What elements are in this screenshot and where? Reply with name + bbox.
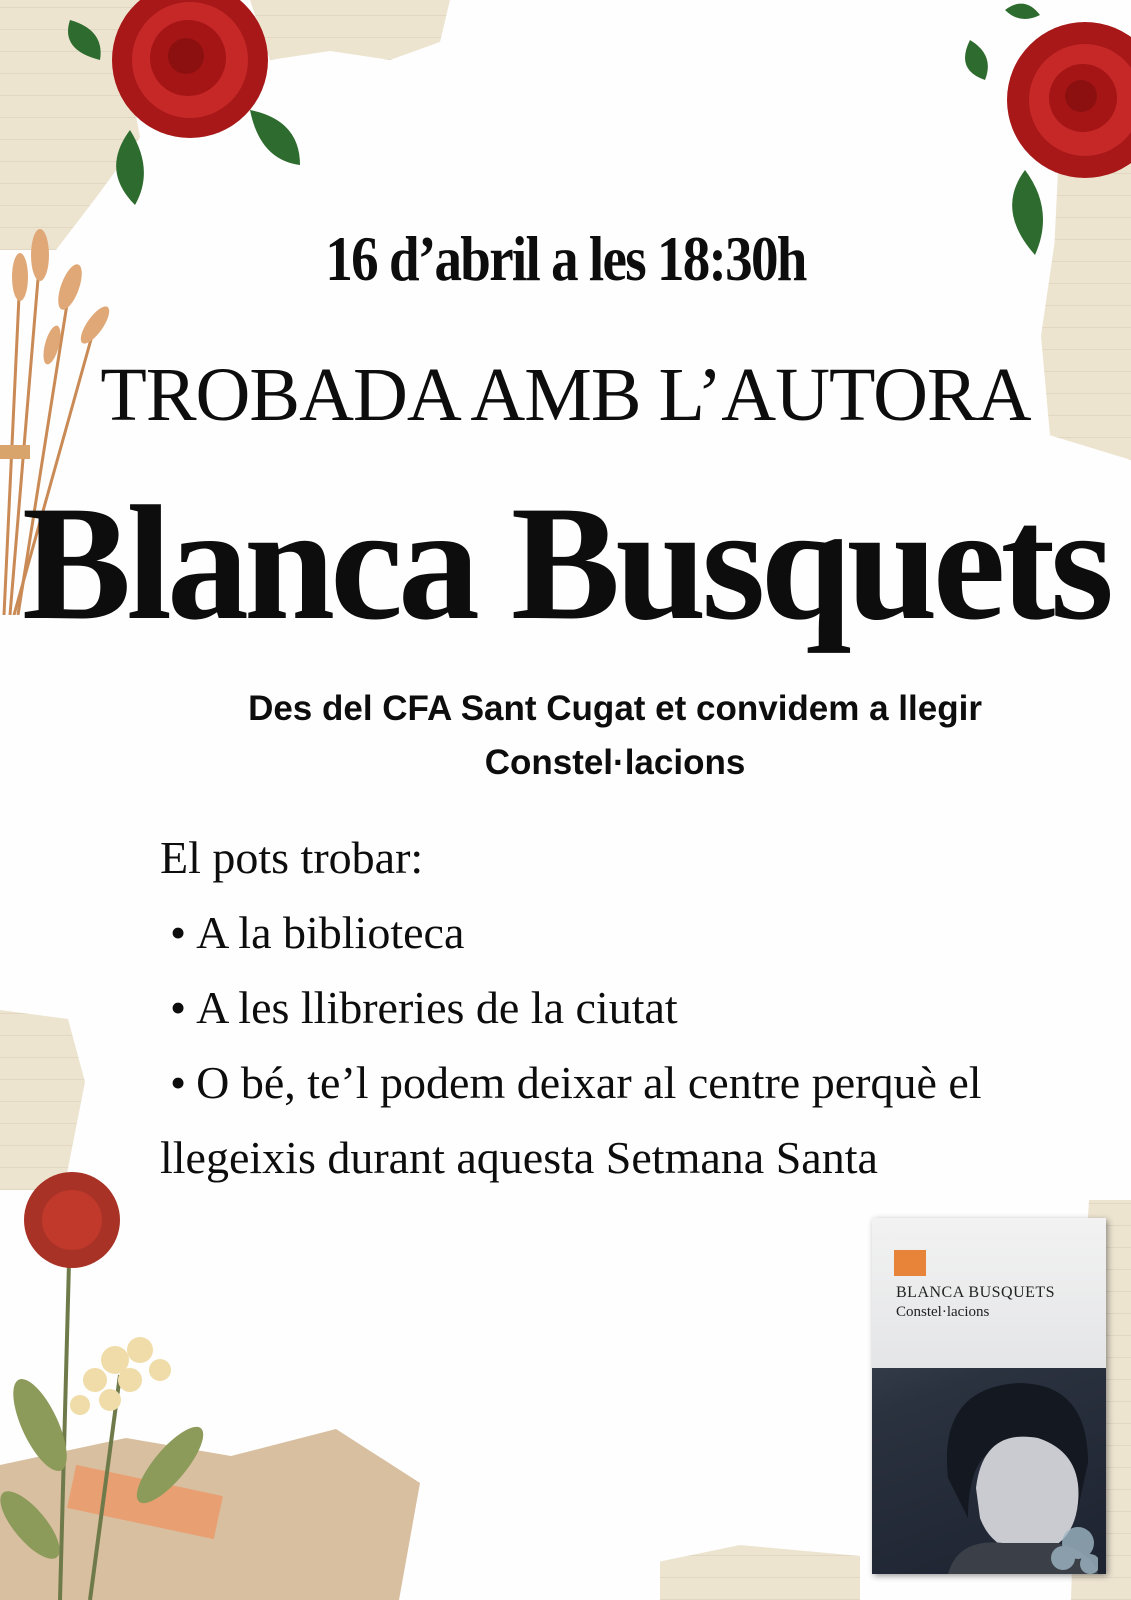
event-datetime: 16 d’abril a les 18:30h (325, 223, 806, 294)
invitation-text (150, 682, 1080, 790)
torn-paper-bottom-left (0, 1010, 85, 1190)
publisher-logo (894, 1250, 926, 1276)
availability-intro: El pots trobar: (160, 832, 424, 883)
list-item: • O bé, te’l podem deixar al centre perquè el (170, 1045, 1060, 1120)
author-portrait-image (928, 1368, 1098, 1574)
list-item: • A les llibreries de la ciutat (170, 970, 1060, 1045)
red-rose-top-left (60, 0, 310, 215)
book-title-line: Constel·lacions (484, 743, 746, 782)
dried-flowers-illustration (0, 1165, 250, 1600)
book-cover (872, 1218, 1106, 1574)
torn-newspaper-bottom (660, 1545, 860, 1600)
book-cover-title: Constel·lacions (896, 1304, 990, 1320)
event-heading: TROBADA AMB L’AUTORA (100, 353, 1031, 437)
availability-list (160, 820, 1060, 1195)
list-item-continuation: llegeixis durant aquesta Setmana Santa (160, 1132, 878, 1183)
invitation-line: Des del CFA Sant Cugat et convidem a llegir (248, 689, 982, 728)
red-rose-top-right (965, 0, 1131, 260)
author-name: Blanca Busquets (21, 473, 1109, 654)
list-item: • A la biblioteca (170, 895, 1060, 970)
book-cover-author: BLANCA BUSQUETS (896, 1284, 1056, 1301)
